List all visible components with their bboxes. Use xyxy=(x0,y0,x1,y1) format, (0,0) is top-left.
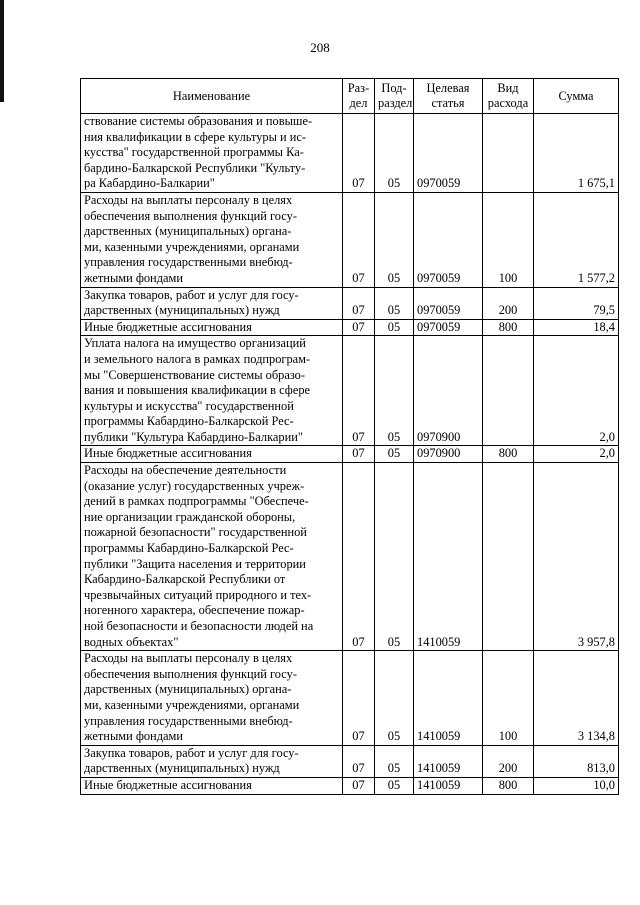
header-target-article: Целевая статья xyxy=(414,79,483,114)
cell-subsection: 05 xyxy=(375,192,414,287)
cell-sum: 813,0 xyxy=(534,745,619,777)
cell-expense-type: 800 xyxy=(483,777,534,794)
cell-subsection: 05 xyxy=(375,287,414,319)
table-row xyxy=(81,114,619,193)
header-sum: Сумма xyxy=(534,79,619,114)
cell-expense-type xyxy=(483,114,534,193)
cell-section: 07 xyxy=(343,651,375,746)
cell-target-article: 1410059 xyxy=(414,745,483,777)
cell-sum: 18,4 xyxy=(534,319,619,336)
table-row xyxy=(81,336,619,446)
cell-subsection: 05 xyxy=(375,319,414,336)
page-number: 208 xyxy=(310,40,330,55)
cell-subsection: 05 xyxy=(375,463,414,651)
cell-expense-type: 100 xyxy=(483,651,534,746)
cell-subsection: 05 xyxy=(375,446,414,463)
cell-name: Иные бюджетные ассигнования xyxy=(81,446,343,463)
table-row xyxy=(81,651,619,746)
cell-sum: 1 675,1 xyxy=(534,114,619,193)
cell-expense-type: 100 xyxy=(483,192,534,287)
cell-target-article: 1410059 xyxy=(414,463,483,651)
cell-expense-type: 200 xyxy=(483,745,534,777)
header-subsection: Под- раздел xyxy=(375,79,414,114)
cell-name: Закупка товаров, работ и услуг для госу- дарственных (муниципальных) нужд xyxy=(81,745,343,777)
cell-sum: 3 957,8 xyxy=(534,463,619,651)
cell-name: Иные бюджетные ассигнования xyxy=(81,777,343,794)
cell-expense-type: 800 xyxy=(483,319,534,336)
cell-subsection: 05 xyxy=(375,114,414,193)
table-row xyxy=(81,446,619,463)
table-row xyxy=(81,745,619,777)
cell-expense-type: 800 xyxy=(483,446,534,463)
table-row xyxy=(81,192,619,287)
cell-subsection: 05 xyxy=(375,745,414,777)
cell-sum: 3 134,8 xyxy=(534,651,619,746)
cell-target-article: 0970059 xyxy=(414,319,483,336)
cell-name: Закупка товаров, работ и услуг для госу- дарственных (муниципальных) нужд xyxy=(81,287,343,319)
cell-name: Уплата налога на имущество организаций и земельного налога в рамках подпрограм- мы "Совершенствование системы образо- вания и повышения квалификации в сфере культуры и искусства" государственной программы Кабардино-Балкарской Рес- публики "Культура Кабардино-Балкарии" xyxy=(81,336,343,446)
cell-expense-type xyxy=(483,463,534,651)
cell-target-article: 1410059 xyxy=(414,777,483,794)
cell-target-article: 0970059 xyxy=(414,114,483,193)
cell-sum: 2,0 xyxy=(534,446,619,463)
table-body xyxy=(81,114,619,795)
cell-section: 07 xyxy=(343,745,375,777)
cell-name: Расходы на выплаты персоналу в целях обеспечения выполнения функций госу- дарственных (муниципальных) органа- ми, казенными учреждениями, органами управления государственными внебюд- жетными фондами xyxy=(81,651,343,746)
cell-name: Иные бюджетные ассигнования xyxy=(81,319,343,336)
header-expense-type: Вид расхода xyxy=(483,79,534,114)
cell-target-article: 0970059 xyxy=(414,287,483,319)
cell-sum: 1 577,2 xyxy=(534,192,619,287)
cell-section: 07 xyxy=(343,319,375,336)
header-section: Раз- дел xyxy=(343,79,375,114)
cell-section: 07 xyxy=(343,287,375,319)
cell-target-article: 0970900 xyxy=(414,446,483,463)
cell-section: 07 xyxy=(343,192,375,287)
cell-target-article: 0970900 xyxy=(414,336,483,446)
cell-subsection: 05 xyxy=(375,336,414,446)
table-row xyxy=(81,319,619,336)
cell-subsection: 05 xyxy=(375,651,414,746)
header-name: Наименование xyxy=(81,79,343,114)
cell-section: 07 xyxy=(343,446,375,463)
cell-expense-type: 200 xyxy=(483,287,534,319)
cell-section: 07 xyxy=(343,336,375,446)
cell-sum: 79,5 xyxy=(534,287,619,319)
cell-expense-type xyxy=(483,336,534,446)
table-header-row xyxy=(81,79,619,114)
cell-name: Расходы на выплаты персоналу в целях обеспечения выполнения функций госу- дарственных (муниципальных) органа- ми, казенными учреждениями, органами управления государственными внебюд- жетными фондами xyxy=(81,192,343,287)
cell-sum: 2,0 xyxy=(534,336,619,446)
cell-sum: 10,0 xyxy=(534,777,619,794)
cell-target-article: 1410059 xyxy=(414,651,483,746)
cell-name: ствование системы образования и повыше- ния квалификации в сфере культуры и ис- кусства" государственной программы Ка- бардино-Балкарской Республики "Культу- ра Кабардино-Балкарии" xyxy=(81,114,343,193)
table-row xyxy=(81,463,619,651)
cell-section: 07 xyxy=(343,114,375,193)
cell-section: 07 xyxy=(343,777,375,794)
cell-section: 07 xyxy=(343,463,375,651)
budget-table xyxy=(80,78,619,795)
table-row xyxy=(81,287,619,319)
table-row xyxy=(81,777,619,794)
cell-subsection: 05 xyxy=(375,777,414,794)
cell-name: Расходы на обеспечение деятельности (оказание услуг) государственных учреж- дений в рамках подпрограммы "Обеспече- ние организации гражданской обороны, пожарной безопасности" государственной программы Кабардино-Балкарской Рес- публики "Защита населения и территории Кабардино-Балкарской Республики от чрезвычайных ситуаций природного и тех- ногенного характера, обеспечение пожар- ной безопасности и безопасности людей на водных объектах" xyxy=(81,463,343,651)
cell-target-article: 0970059 xyxy=(414,192,483,287)
